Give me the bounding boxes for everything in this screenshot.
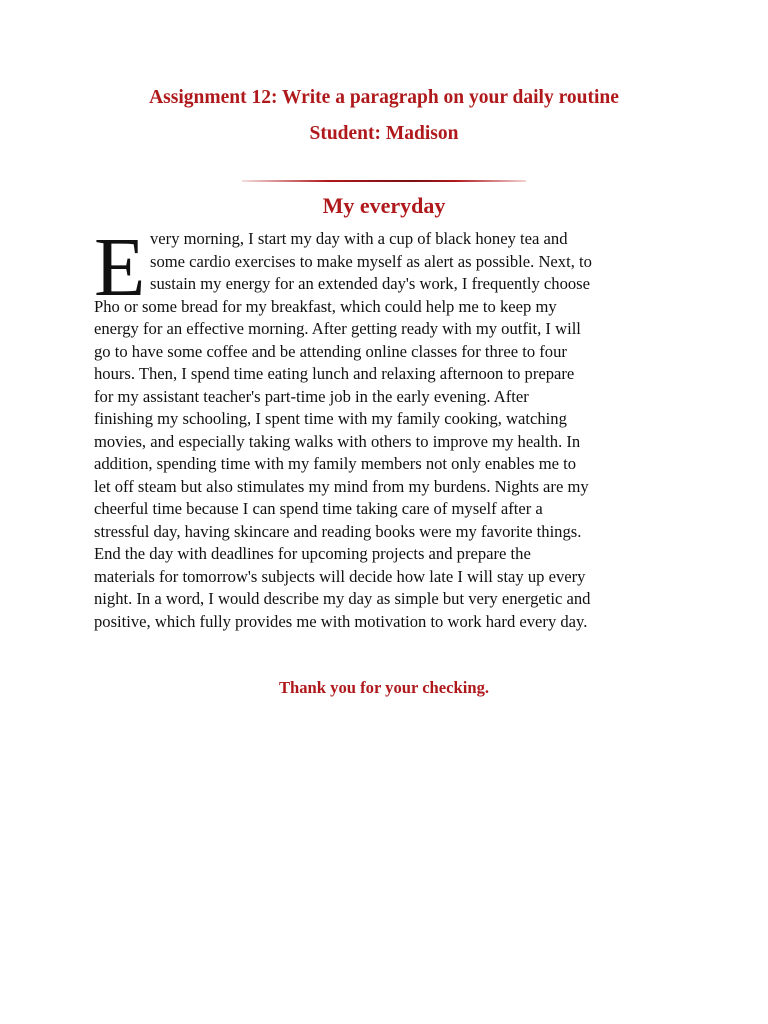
essay-line: some cardio exercises to make myself as alert as possible. Next, to bbox=[150, 251, 592, 271]
essay-line: go to have some coffee and be attending online classes for three to four bbox=[94, 341, 567, 361]
drop-cap: E bbox=[94, 221, 146, 314]
essay-line: positive, which fully provides me with motivation to work hard every day. bbox=[94, 611, 588, 631]
essay-line: very morning, I start my day with a cup of black honey tea and bbox=[150, 229, 568, 248]
thank-you-note: Thank you for your checking. bbox=[278, 678, 490, 697]
essay-line: for my assistant teacher's part-time job in the early evening. After bbox=[94, 386, 529, 406]
essay-title: My everyday bbox=[322, 193, 446, 218]
essay-line: addition, spending time with my family members not only enables me to bbox=[94, 454, 577, 473]
essay-line: End the day with deadlines for upcoming projects and prepare the bbox=[94, 544, 531, 563]
essay-line: Pho or some bread for my breakfast, which could help me to keep my bbox=[94, 296, 557, 316]
assignment-title: Assignment 12: Write a paragraph on your daily routine bbox=[149, 87, 619, 108]
essay-line: materials for tomorrow's subjects will decide how late I will stay up every bbox=[94, 566, 586, 586]
essay-line: night. In a word, I would describe my day as simple but very energetic and bbox=[94, 589, 591, 608]
essay-line: hours. Then, I spend time eating lunch and relaxing afternoon to prepare bbox=[94, 364, 575, 383]
essay-line: let off steam but also stimulates my mind from my burdens. Nights are my bbox=[94, 476, 589, 496]
essay-line: finishing my schooling, I spent time with my family cooking, watching bbox=[94, 409, 567, 428]
essay-line: energy for an effective morning. After getting ready with my outfit, I will bbox=[94, 319, 581, 338]
essay-line: stressful day, having skincare and reading books were my favorite things. bbox=[94, 521, 582, 541]
essay-line: cheerful time because I can spend time taking care of myself after a bbox=[94, 499, 543, 518]
divider-line bbox=[242, 180, 526, 182]
essay-line: movies, and especially taking walks with others to improve my health. In bbox=[94, 431, 581, 451]
essay-line: sustain my energy for an extended day's work, I frequently choose bbox=[150, 274, 590, 293]
student-name: Student: Madison bbox=[309, 123, 459, 144]
